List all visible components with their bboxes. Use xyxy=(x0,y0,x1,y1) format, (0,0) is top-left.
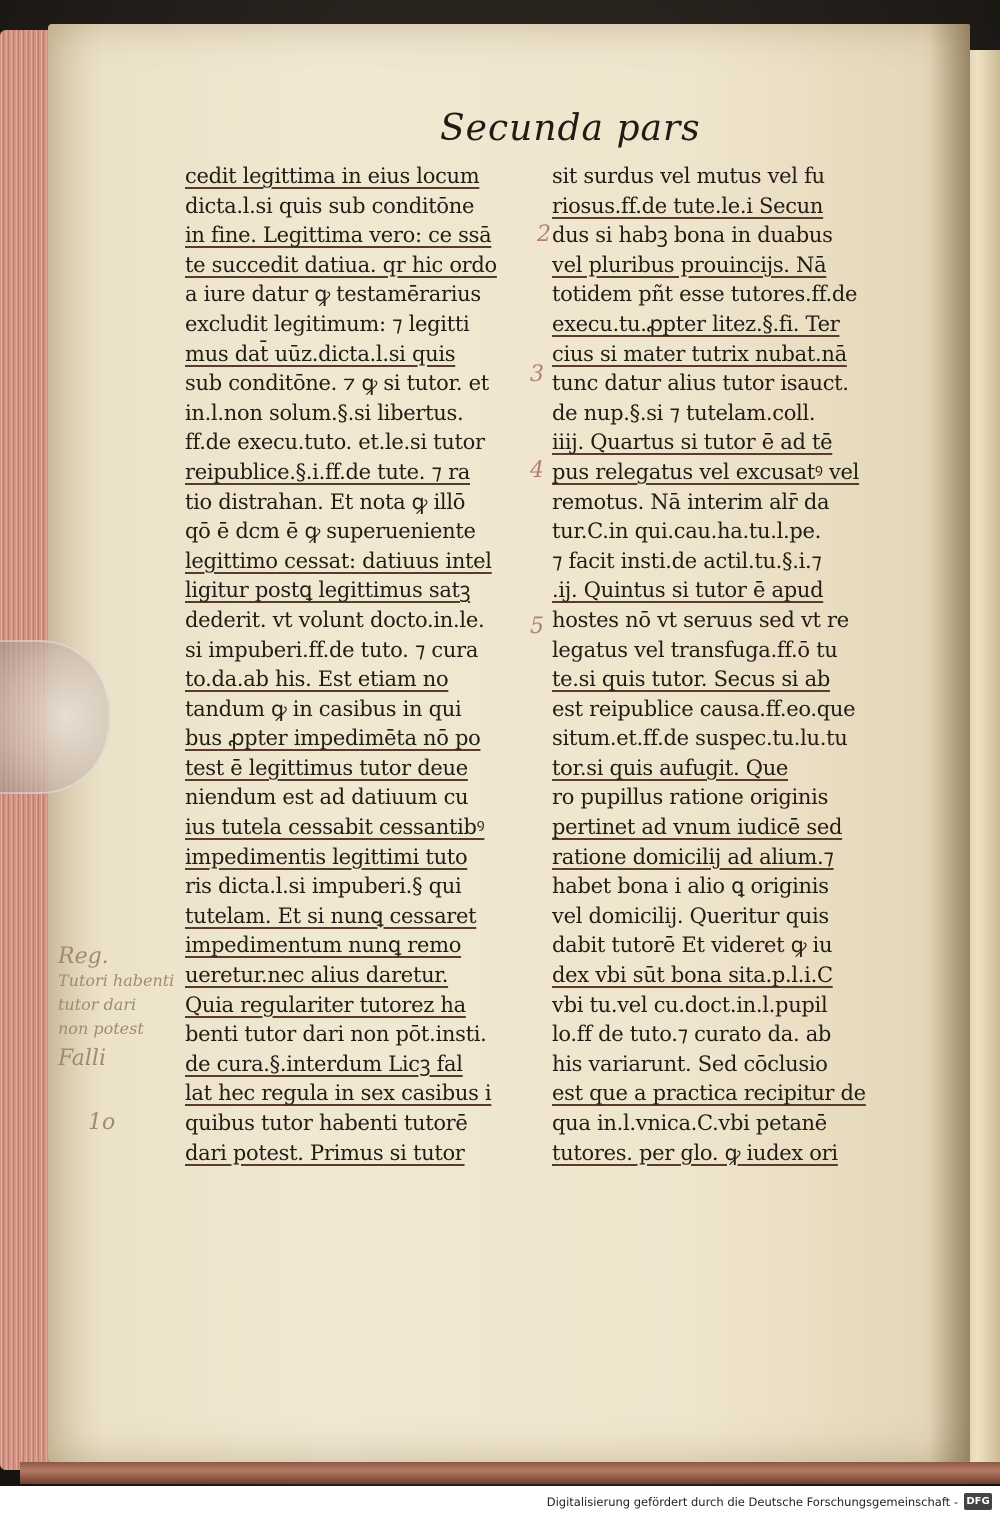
text-line: hostes nō vt seruus sed vt re xyxy=(552,607,849,632)
text-line: qō ē dcm ē ꝙ superueniente xyxy=(185,519,476,544)
text-line: tunc datur alius tutor isauct. xyxy=(552,371,849,396)
text-line: vel domicilij. Queritur quis xyxy=(552,903,829,928)
text-line: totidem pñt esse tutores.ff.de xyxy=(552,282,858,307)
text-line: ro pupillus ratione originis xyxy=(552,785,829,810)
text-line: bus ꝓpter impedimēta nō po xyxy=(185,726,481,751)
text-column-right xyxy=(552,162,897,1168)
text-line: pus relegatus vel excusatꝰ vel xyxy=(552,459,860,484)
text-line: si impuberi.ff.de tuto. ⁊ cura xyxy=(185,637,479,662)
text-line: habet bona i alio ꝗ originis xyxy=(552,874,829,899)
text-line: sub conditōne. ⁊ ꝙ si tutor. et xyxy=(185,371,489,396)
text-line: dus si habꝫ bona in duabus xyxy=(552,223,833,248)
text-line: impedimentum nunꝗ remo xyxy=(185,933,462,958)
text-line: quibus tutor habenti tutorē xyxy=(185,1111,468,1135)
margin-number: 5 xyxy=(530,614,544,639)
text-line: ratione domicilij ad alium.⁊ xyxy=(552,844,834,869)
running-head: Secunda pars xyxy=(440,108,701,149)
text-line: iiij. Quartus si tutor ē ad tē xyxy=(552,430,833,455)
text-line: tor.si quis aufugit. Que xyxy=(552,755,789,780)
text-line: ⁊ facit insti.de actil.tu.§.i.⁊ xyxy=(552,548,822,573)
margin-number: 3 xyxy=(530,362,544,387)
text-line: ius tutela cessabit cessantibꝰ xyxy=(185,815,485,840)
text-line: his variarunt. Sed cōclusio xyxy=(552,1051,828,1076)
margin-note-line: Reg. xyxy=(58,944,109,969)
text-line: tandum ꝙ in casibus in qui xyxy=(185,696,462,721)
text-line: in fine. Legittima vero: ce ssā xyxy=(185,223,492,248)
text-line: ligitur postꝗ legittimus satꝫ xyxy=(185,578,471,603)
text-line: lat hec regula in sex casibus i xyxy=(185,1081,492,1106)
text-line: est que a practica recipitur de xyxy=(552,1081,866,1106)
text-line: ff.de execu.tuto. et.le.si tutor xyxy=(185,430,485,455)
dfg-logo: DFG xyxy=(964,1493,992,1510)
text-line: sit surdus vel mutus vel fu xyxy=(552,164,825,188)
text-line: te.si quis tutor. Secus si ab xyxy=(552,667,830,692)
text-line: vbi tu.vel cu.doct.in.l.pupil xyxy=(552,992,828,1017)
text-line: excludit legitimum: ⁊ legitti xyxy=(185,311,470,336)
text-line: niendum est ad datiuum cu xyxy=(185,785,469,810)
text-line: remotus. Nā interim alr̄ da xyxy=(552,489,830,514)
gutter-shadow xyxy=(930,24,970,1462)
text-line: a iure datur ꝙ testamērarius xyxy=(185,282,481,307)
text-line: est reipublice causa.ff.eo.que xyxy=(552,696,856,721)
margin-note-line: 1o xyxy=(88,1110,116,1135)
margin-number: 2 xyxy=(537,222,551,247)
text-line: dicta.l.si quis sub conditōne xyxy=(185,193,475,218)
text-line: dabit tutorē Et videret ꝙ iu xyxy=(552,933,833,958)
footer-bar xyxy=(0,1486,1000,1516)
text-line: .ij. Quintus si tutor ē apud xyxy=(552,578,824,603)
text-line: legatus vel transfuga.ff.ō tu xyxy=(552,637,838,662)
text-line: lo.ff de tuto.⁊ curato da. ab xyxy=(552,1022,832,1047)
footer-credit: Digitalisierung gefördert durch die Deutsche Forschungsgemeinschaft - xyxy=(546,1495,958,1509)
text-line: de cura.§.interdum Licꝫ fal xyxy=(185,1051,463,1076)
text-line: qua in.l.vnica.C.vbi petanē xyxy=(552,1111,827,1135)
text-line: riosus.ff.de tute.le.i Secun xyxy=(552,193,824,218)
margin-note-line: Falli xyxy=(58,1046,106,1071)
text-line: execu.tu.ꝓpter litez.§.fi. Ter xyxy=(552,311,840,336)
text-line: tutelam. Et si nunꝗ cessaret xyxy=(185,903,477,928)
text-line: ueretur.nec alius daretur. xyxy=(185,963,449,988)
text-line: Quia regulariter tutorez ha xyxy=(185,992,466,1017)
text-line: tio distrahan. Et nota ꝙ illō xyxy=(185,489,466,514)
text-line: in.l.non solum.§.si libertus. xyxy=(185,400,464,425)
text-line: situm.et.ff.de suspec.tu.lu.tu xyxy=(552,726,848,751)
text-line: mus dat̄ uūz.dicta.l.si quis xyxy=(185,341,456,366)
text-line: dex vbi sūt bona sita.p.l.i.C xyxy=(552,963,833,988)
text-line: tur.C.in qui.cau.ha.tu.l.pe. xyxy=(552,519,822,544)
text-line: benti tutor dari non pōt.insti. xyxy=(185,1022,487,1047)
margin-note-line: tutor dari xyxy=(58,995,137,1014)
text-line: test ē legittimus tutor deue xyxy=(185,755,468,780)
text-line: dederit. vt volunt docto.in.le. xyxy=(185,607,485,632)
margin-note-line: Tutori habenti xyxy=(58,971,175,990)
text-line: dari potest. Primus si tutor xyxy=(185,1140,465,1165)
margin-note-line: non potest xyxy=(58,1019,144,1038)
text-line: cedit legittima in eius locum xyxy=(185,164,480,188)
text-line: impedimentis legittimi tuto xyxy=(185,844,468,869)
text-line: legittimo cessat: datiuus intel xyxy=(185,548,492,573)
text-column-left xyxy=(185,162,530,1168)
margin-number: 4 xyxy=(530,458,544,483)
text-line: de nup.§.si ⁊ tutelam.coll. xyxy=(552,400,816,425)
text-line: cius si mater tutrix nubat.nā xyxy=(552,341,847,366)
margin-note xyxy=(58,945,178,1135)
book-binding xyxy=(20,1462,1000,1484)
text-line: pertinet ad vnum iudicē sed xyxy=(552,815,843,840)
text-line: te succedit datiua. qr hic ordo xyxy=(185,252,497,277)
text-line: vel pluribus prouincijs. Nā xyxy=(552,252,827,277)
text-line: tutores. per glo. ꝙ iudex ori xyxy=(552,1140,838,1165)
text-line: reipublice.§.i.ff.de tute. ⁊ ra xyxy=(185,459,471,484)
text-line: to.da.ab his. Est etiam no xyxy=(185,667,449,692)
text-line: ris dicta.l.si impuberi.§ qui xyxy=(185,874,462,899)
